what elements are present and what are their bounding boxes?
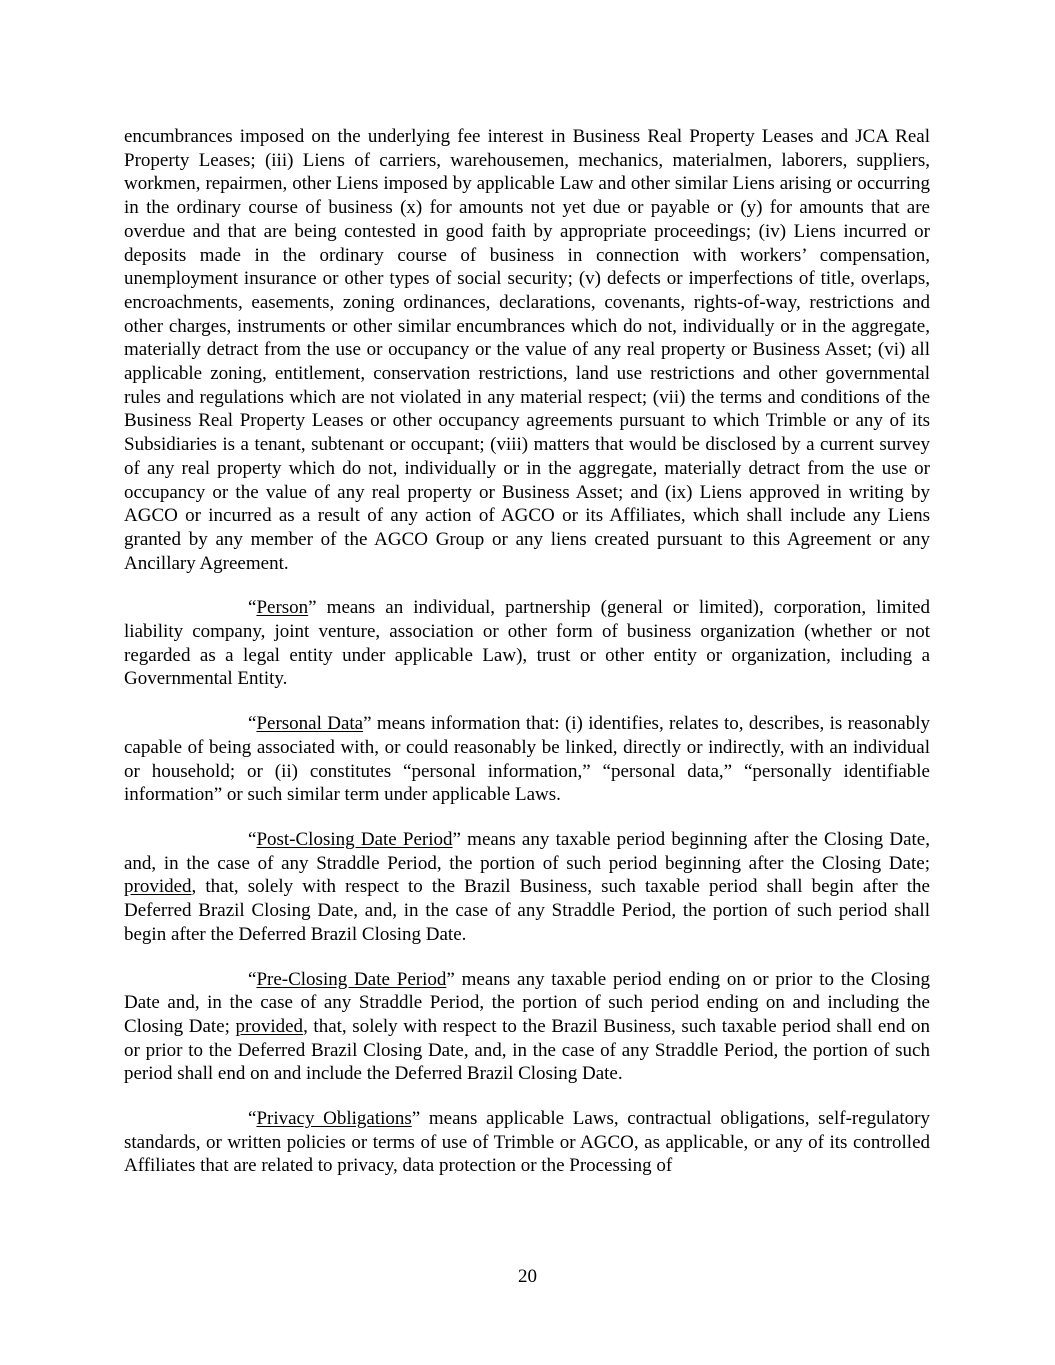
paragraph-text: ” means any taxable period beginning after the Closing Date, and, in the case of any Straddle Period, the portion of such period beginning after the Closing Date; bbox=[124, 828, 930, 874]
defined-term: Privacy Obligations bbox=[256, 1108, 412, 1130]
page-number: 20 bbox=[518, 1266, 537, 1287]
definition-paragraph bbox=[124, 828, 930, 947]
defined-term: provided bbox=[124, 876, 192, 898]
defined-term: Person bbox=[256, 597, 309, 619]
definition-paragraph bbox=[124, 968, 930, 1087]
definition-paragraph bbox=[124, 596, 930, 691]
paragraph-text: ” means applicable Laws, contractual obligations, self-regulatory standards, or written policies or terms of use of Trimble or AGCO, as applicable, or any of its controlled Affiliates that are related to privacy, data protection or the Processing of bbox=[124, 1108, 930, 1177]
defined-term: Personal Data bbox=[256, 713, 364, 735]
definition-paragraph bbox=[124, 1107, 930, 1178]
defined-term: Post-Closing Date Period bbox=[256, 828, 453, 850]
paragraph-text: “ bbox=[248, 968, 257, 990]
paragraph-text: “ bbox=[248, 1108, 257, 1130]
paragraph-text: , that, solely with respect to the Brazil Business, such taxable period shall end on or prior to the Deferred Brazil Closing Date, and, in the case of any Straddle Period, the portion of such period shall end on and include the Deferred Brazil Closing Date. bbox=[124, 1015, 930, 1085]
paragraph-text: , that, solely with respect to the Brazil Business, such taxable period shall begin after the Deferred Brazil Closing Date, and, in the case of any Straddle Period, the portion of such period shall begin after the Deferred Brazil Closing Date. bbox=[124, 876, 930, 945]
document-body bbox=[124, 125, 930, 1199]
paragraph-text: “ bbox=[248, 713, 257, 735]
defined-term: Pre-Closing Date Period bbox=[256, 968, 447, 990]
paragraph-text: encumbrances imposed on the underlying fee interest in Business Real Property Leases and JCA Real Property Leases; (iii) Liens of carriers, warehousemen, mechanics, materialmen, laborers, suppliers, workmen, repairmen, other Liens imposed by applicable Law and other similar Liens arising or occurring in the ordinary course of business (x) for amounts not yet due or payable or (y) for amounts that are overdue and that are being contested in good faith by appropriate proceedings; (iv) Liens incurred or deposits made in the ordinary course of business in connection with workers’ compensation, unemployment insurance or other types of social security; (v) defects or imperfections of title, overlaps, encroachments, easements, zoning ordinances, declarations, covenants, rights-of-way, restrictions and other charges, instruments or other similar encumbrances which do not, individually or in the aggregate, materially detract from the use or occupancy or the value of any real property or Business Asset; (vi) all applicable zoning, entitlement, conservation restrictions, land use restrictions and other governmental rules and regulations which are not violated in any material respect; (vii) the terms and conditions of the Business Real Property Leases or other occupancy agreements pursuant to which Trimble or any of its Subsidiaries is a tenant, subtenant or occupant; (viii) matters that would be disclosed by a current survey of any real property which do not, individually or in the aggregate, materially detract from the use or occupancy or the value of any real property or Business Asset; and (ix) Liens approved in writing by AGCO or incurred as a result of any action of AGCO or its Affiliates, which shall include any Liens granted by any member of the AGCO Group or any liens created pursuant to this Agreement or any Ancillary Agreement. bbox=[124, 126, 930, 574]
paragraph-text: “ bbox=[248, 828, 257, 850]
paragraph-text: ” means information that: (i) identifies, relates to, describes, is reasonably capable of being associated with, or could reasonably be linked, directly or indirectly, with an individual or household; or (ii) constitutes “personal information,” “personal data,” “personally identifiable information” or such similar term under applicable Laws. bbox=[124, 713, 930, 806]
defined-term: provided bbox=[235, 1015, 304, 1037]
paragraph-text: ” means any taxable period ending on or prior to the Closing Date and, in the case of any Straddle Period, the portion of such period ending on and including the Closing Date; bbox=[124, 968, 930, 1037]
definition-paragraph bbox=[124, 712, 930, 807]
continued-paragraph bbox=[124, 125, 930, 575]
paragraph-text: “ bbox=[248, 597, 257, 619]
paragraph-text: ” means an individual, partnership (general or limited), corporation, limited liability company, joint venture, association or other form of business organization (whether or not regarded as a legal entity under applicable Law), trust or other entity or organization, including a Governmental Entity. bbox=[124, 597, 930, 690]
